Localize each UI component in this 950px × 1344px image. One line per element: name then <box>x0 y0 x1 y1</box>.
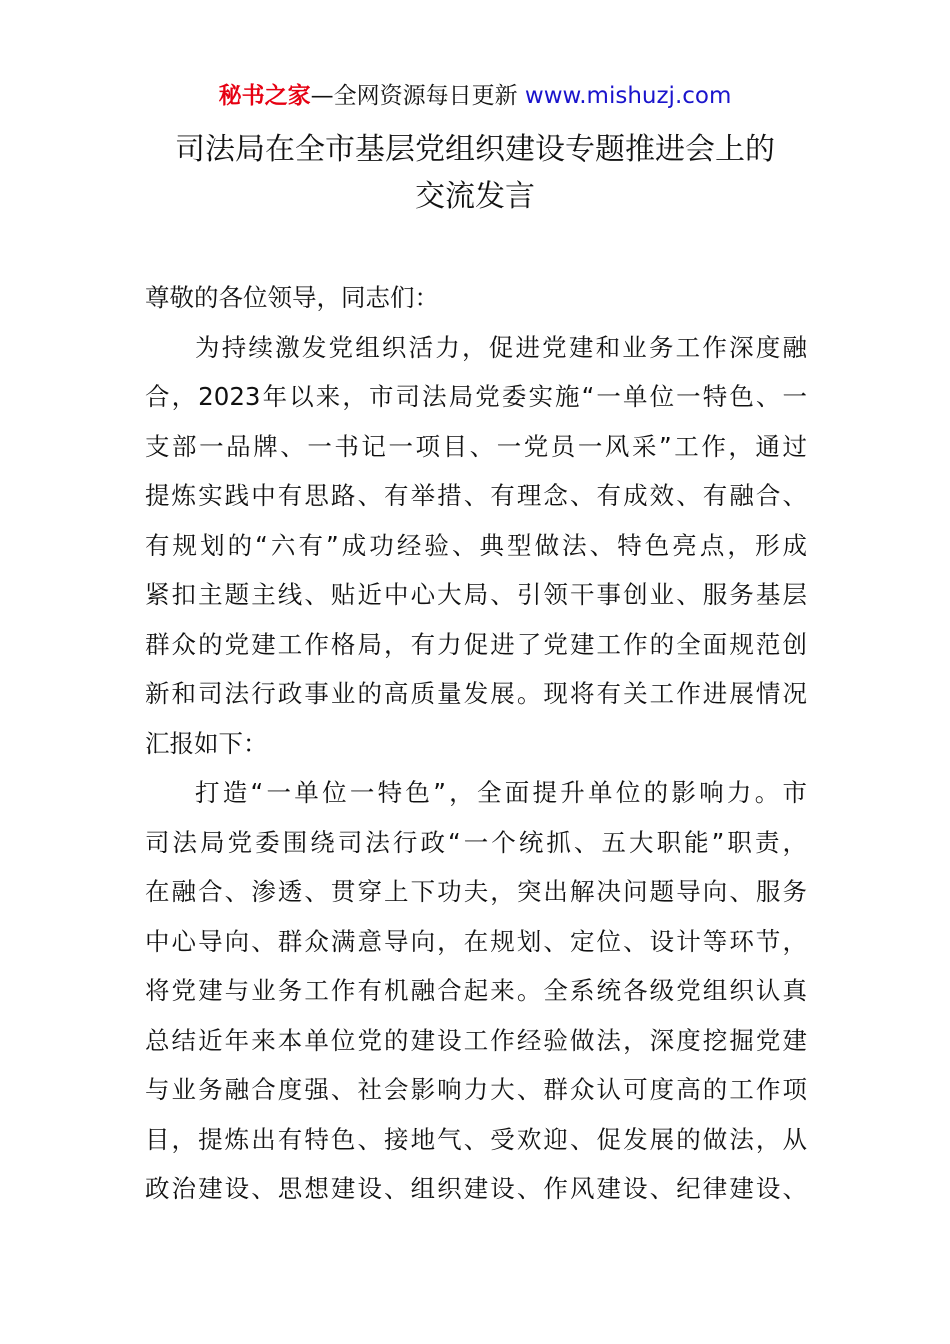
document-title <box>100 126 850 220</box>
paragraph-line: 司法局党委围绕司法行政“一个统抓、五大职能”职责， <box>145 827 807 857</box>
site-url-link[interactable]: www.mishuzj.com <box>524 83 732 109</box>
title-line: 司法局在全市基层党组织建设专题推进会上的 <box>175 132 775 167</box>
paragraph-line: 中心导向、群众满意导向，在规划、定位、设计等环节， <box>145 926 807 956</box>
paragraph-line: 合，2023年以来，市司法局党委实施“一单位一特色、一 <box>145 382 807 411</box>
salutation-text: 尊敬的各位领导，同志们： <box>145 283 439 312</box>
paragraph-line: 与业务融合度强、社会影响力大、群众认可度高的工作项 <box>145 1075 807 1104</box>
document-body <box>145 273 807 1214</box>
paragraph-line: 目，提炼出有特色、接地气、受欢迎、促发展的做法，从 <box>145 1124 807 1154</box>
paragraph-line: 紧扣主题主线、贴近中心大局、引领干事创业、服务基层 <box>145 580 807 609</box>
paragraph-line: 新和司法行政事业的高质量发展。现将有关工作进展情况 <box>145 679 807 708</box>
paragraph-line: 将党建与业务工作有机融合起来。全系统各级党组织认真 <box>145 976 807 1005</box>
title-line: 交流发言 <box>415 179 535 214</box>
paragraph-line: 汇报如下： <box>145 728 268 758</box>
paragraph-2 <box>145 768 807 1214</box>
paragraph-line: 提炼实践中有思路、有举措、有理念、有成效、有融合、 <box>145 481 807 510</box>
paragraph-line: 有规划的“六有”成功经验、典型做法、特色亮点，形成 <box>145 530 807 560</box>
site-slogan: —全网资源每日更新 <box>310 83 525 109</box>
paragraph-line: 为持续激发党组织活力，促进党建和业务工作深度融 <box>195 332 807 362</box>
paragraph-line: 打造“一单位一特色”，全面提升单位的影响力。市 <box>195 778 807 807</box>
paragraph-line: 政治建设、思想建设、组织建设、作风建设、纪律建设、 <box>145 1174 807 1203</box>
brand-name: 秘书之家 <box>218 83 311 109</box>
site-header <box>0 80 950 112</box>
paragraph-line: 总结近年来本单位党的建设工作经验做法，深度挖掘党建 <box>145 1025 807 1055</box>
paragraph-1 <box>145 323 807 769</box>
salutation <box>145 273 807 323</box>
paragraph-line: 支部一品牌、一书记一项目、一党员一风采”工作，通过 <box>145 431 807 461</box>
paragraph-line: 群众的党建工作格局，有力促进了党建工作的全面规范创 <box>145 629 807 659</box>
paragraph-line: 在融合、渗透、贯穿上下功夫，突出解决问题导向、服务 <box>145 877 807 906</box>
